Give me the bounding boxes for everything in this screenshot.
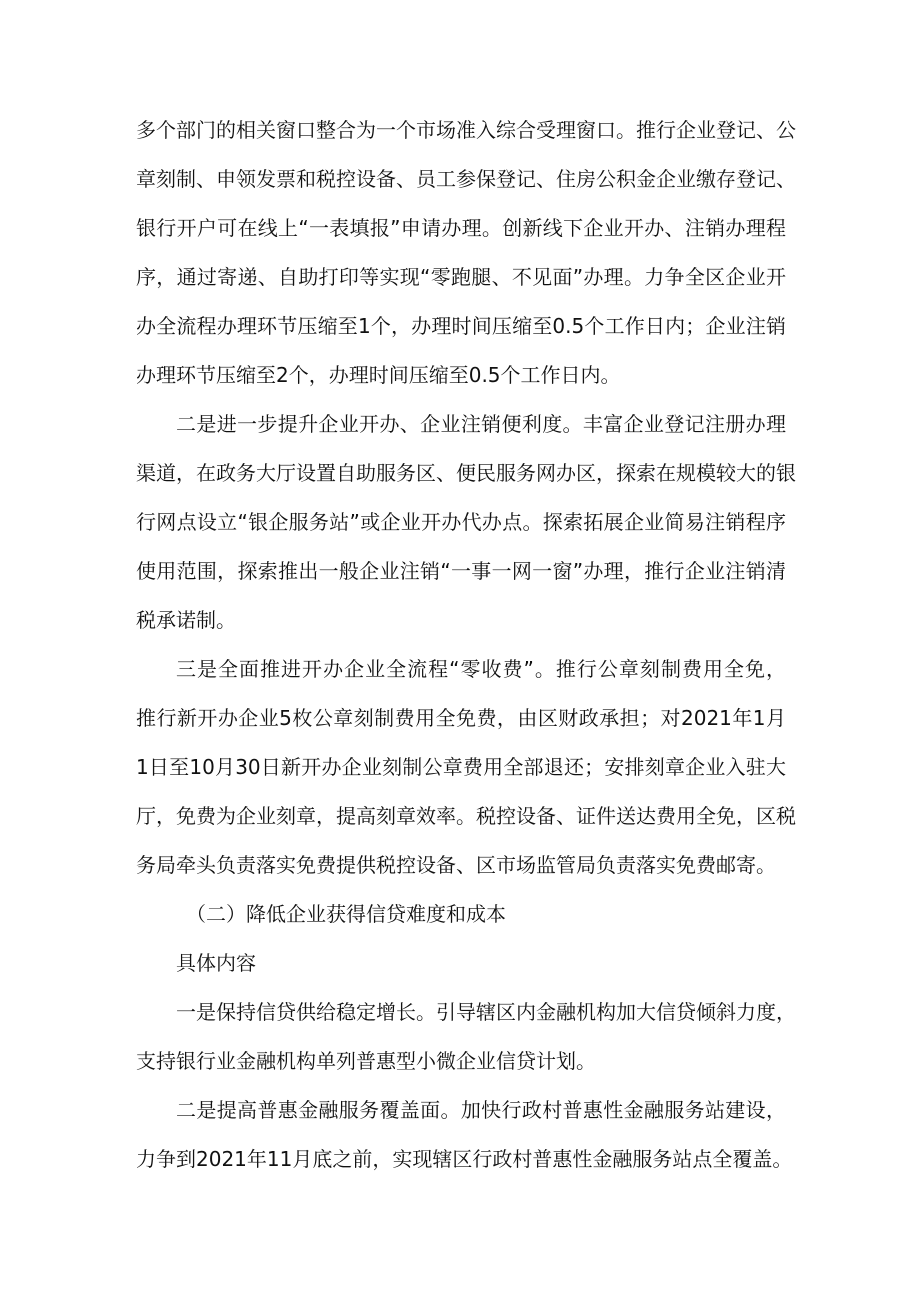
body-line: 渠道，在政务大厅设置自助服务区、便民服务网办区，探索在规模较大的银 [136,461,796,485]
body-line: 序，通过寄递、自助打印等实现“零跑腿、不见面”办理。力争全区企业开 [136,265,786,289]
body-line: 多个部门的相关窗口整合为一个市场准入综合受理窗口。推行企业登记、公 [136,118,796,142]
subheading: 具体内容 [176,951,256,975]
body-line: 章刻制、申领发票和税控设备、员工参保登记、住房公积金企业缴存登记、 [136,167,796,191]
body-line: 1日至10月30日新开办企业刻制公章费用全部退还；安排刻章企业入驻大 [136,755,786,779]
body-line: 办全流程办理环节压缩至1个，办理时间压缩至0.5个工作日内；企业注销 [136,314,786,338]
body-line: 力争到2021年11月底之前，实现辖区行政村普惠性金融服务站点全覆盖。 [136,1147,793,1171]
body-line: 银行开户可在线上“一表填报”申请办理。创新线下企业开办、注销办理程 [136,216,786,240]
body-line: 税承诺制。 [136,608,236,632]
paragraph-start-line: 二是提高普惠金融服务覆盖面。加快行政村普惠性金融服务站建设， [176,1098,786,1122]
body-line: 行网点设立“银企服务站”或企业开办代办点。探索拓展企业简易注销程序 [136,510,786,534]
paragraph-start-line: 一是保持信贷供给稳定增长。引导辖区内金融机构加大信贷倾斜力度， [176,1000,796,1024]
body-line: 推行新开办企业5枚公章刻制费用全免费，由区财政承担；对2021年1月 [136,706,786,730]
body-line: 务局牵头负责落实免费提供税控设备、区市场监管局负责落实免费邮寄。 [136,853,776,877]
paragraph-start-line: 二是进一步提升企业开办、企业注销便利度。丰富企业登记注册办理 [176,412,786,436]
section-heading: （二）降低企业获得信贷难度和成本 [186,902,506,926]
body-line: 厅，免费为企业刻章，提高刻章效率。税控设备、证件送达费用全免，区税 [136,804,796,828]
body-line: 办理环节压缩至2个，办理时间压缩至0.5个工作日内。 [136,363,621,387]
body-line: 支持银行业金融机构单列普惠型小微企业信贷计划。 [136,1049,596,1073]
paragraph-start-line: 三是全面推进开办企业全流程“零收费”。推行公章刻制费用全免， [176,657,786,681]
body-line: 使用范围，探索推出一般企业注销“一事一网一窗”办理，推行企业注销清 [136,559,786,583]
